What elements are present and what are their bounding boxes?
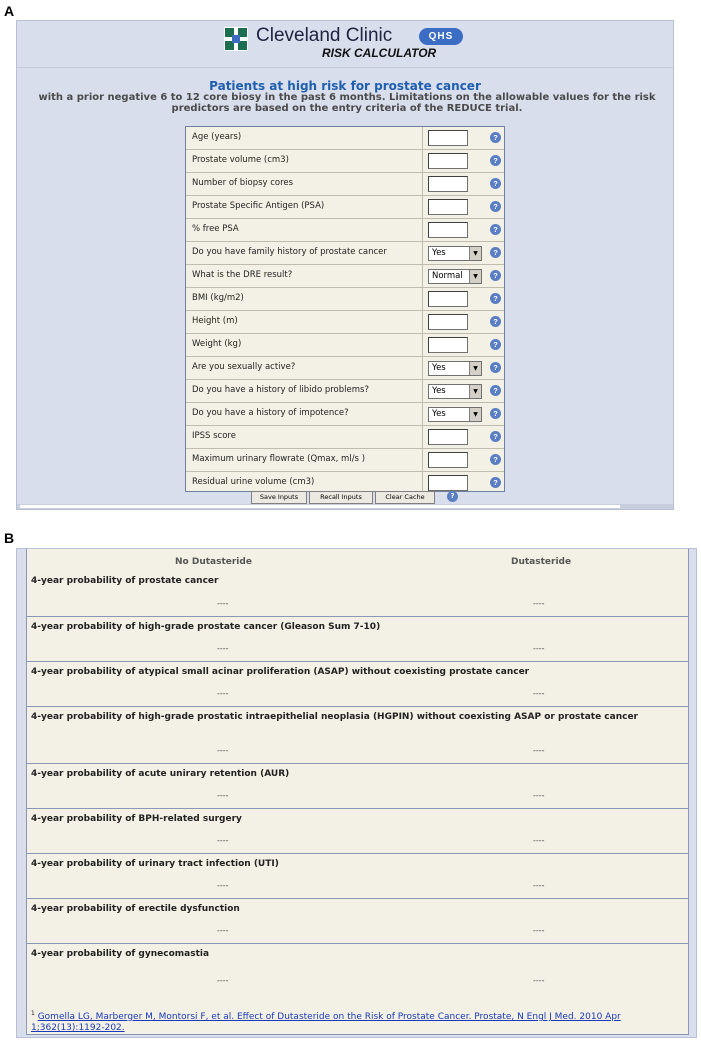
form-row <box>186 380 504 403</box>
field-select[interactable] <box>428 384 482 399</box>
field-label: Height (m) <box>192 316 238 326</box>
result-value-no-dutasteride: ---- <box>217 976 229 985</box>
result-value-no-dutasteride: ---- <box>217 791 229 800</box>
results-table <box>26 549 689 1035</box>
row-divider <box>422 173 423 196</box>
field-label: Number of biopsy cores <box>192 178 294 188</box>
form-row <box>186 219 504 242</box>
row-divider <box>422 403 423 426</box>
help-icon[interactable]: ? <box>490 132 501 143</box>
result-row <box>27 899 688 944</box>
citation-mark: 1 <box>31 1010 35 1017</box>
form-row <box>186 288 504 311</box>
field-label: BMI (kg/m2) <box>192 293 244 303</box>
result-value-dutasteride: ---- <box>533 836 545 845</box>
help-icon[interactable]: ? <box>490 339 501 350</box>
row-divider <box>422 219 423 242</box>
row-divider <box>422 380 423 403</box>
header-logo <box>224 24 474 64</box>
select-value: Yes <box>432 386 446 396</box>
form-row <box>186 403 504 426</box>
field-select[interactable] <box>428 269 482 284</box>
help-icon[interactable]: ? <box>490 224 501 235</box>
result-row <box>27 944 688 994</box>
recall-inputs-button[interactable]: Recall Inputs <box>309 491 373 504</box>
field-input[interactable] <box>428 176 468 192</box>
help-icon[interactable]: ? <box>490 477 501 488</box>
result-row <box>27 617 688 662</box>
result-value-no-dutasteride: ---- <box>217 926 229 935</box>
form-row <box>186 173 504 196</box>
field-label: What is the DRE result? <box>192 270 293 280</box>
help-icon[interactable]: ? <box>447 491 458 502</box>
result-value-no-dutasteride: ---- <box>217 599 229 608</box>
page-description: with a prior negative 6 to 12 core biosy in the past 6 months. Limitations on the allowable values for the risk predictors are based on the entry criteria of the REDUCE trial. <box>38 92 656 114</box>
help-icon[interactable]: ? <box>490 431 501 442</box>
header-divider <box>17 67 673 68</box>
field-label: IPSS score <box>192 431 236 441</box>
field-label: Maximum urinary flowrate (Qmax, ml/s ) <box>192 454 366 464</box>
results-panel <box>16 548 697 1038</box>
cleveland-clinic-logo-icon <box>224 27 248 51</box>
result-label: 4-year probability of atypical small acinar proliferation (ASAP) without coexisting prostate cancer <box>31 667 530 677</box>
field-label: Do you have a history of impotence? <box>192 408 349 418</box>
field-input[interactable] <box>428 337 468 353</box>
form-row <box>186 150 504 173</box>
result-value-dutasteride: ---- <box>533 746 545 755</box>
row-divider <box>422 449 423 472</box>
result-label: 4-year probability of acute unirary retention (AUR) <box>31 769 290 779</box>
result-row <box>27 854 688 899</box>
field-label: Weight (kg) <box>192 339 242 349</box>
clear-cache-button[interactable]: Clear Cache <box>375 491 435 504</box>
result-row <box>27 764 688 809</box>
qhs-badge: QHS <box>419 28 463 45</box>
save-inputs-button[interactable]: Save Inputs <box>251 491 307 504</box>
result-value-no-dutasteride: ---- <box>217 746 229 755</box>
risk-calculator-form-panel <box>16 20 674 510</box>
row-divider <box>422 357 423 380</box>
field-input[interactable] <box>428 130 468 146</box>
form-row <box>186 127 504 150</box>
help-icon[interactable]: ? <box>490 178 501 189</box>
form-row <box>186 196 504 219</box>
result-row <box>27 662 688 707</box>
row-divider <box>422 426 423 449</box>
help-icon[interactable]: ? <box>490 362 501 373</box>
form-row <box>186 265 504 288</box>
result-value-dutasteride: ---- <box>533 689 545 698</box>
row-divider <box>422 265 423 288</box>
help-icon[interactable]: ? <box>490 293 501 304</box>
form-row <box>186 426 504 449</box>
field-label: Do you have family history of prostate cancer <box>192 247 387 257</box>
field-label: Residual urine volume (cm3) <box>192 477 315 487</box>
citation <box>31 1008 683 1034</box>
help-icon[interactable]: ? <box>490 408 501 419</box>
result-value-dutasteride: ---- <box>533 926 545 935</box>
result-label: 4-year probability of prostate cancer <box>31 576 219 586</box>
help-icon[interactable]: ? <box>490 454 501 465</box>
select-value: Normal <box>432 271 463 281</box>
horizontal-scrollbar[interactable] <box>17 504 673 509</box>
row-divider <box>422 311 423 334</box>
row-divider <box>422 196 423 219</box>
result-label: 4-year probability of erectile dysfunction <box>31 904 240 914</box>
select-value: Yes <box>432 363 446 373</box>
row-divider <box>422 242 423 265</box>
field-input[interactable] <box>428 475 468 491</box>
chevron-down-icon[interactable]: ▼ <box>469 408 481 421</box>
field-select[interactable] <box>428 246 482 261</box>
help-icon[interactable]: ? <box>490 316 501 327</box>
row-divider <box>422 288 423 311</box>
form-row <box>186 242 504 265</box>
result-value-dutasteride: ---- <box>533 791 545 800</box>
result-value-no-dutasteride: ---- <box>217 644 229 653</box>
result-value-no-dutasteride: ---- <box>217 836 229 845</box>
no-dutasteride-header: No Dutasteride <box>175 557 252 567</box>
citation-link[interactable]: Gomella LG, Marberger M, Montorsi F, et al. Effect of Dutasteride on the Risk of Prostate Cancer. Prostate, N Engl J Med. 2010 Apr 1;362(13):1192-202. <box>31 1012 621 1033</box>
field-label: Prostate Specific Antigen (PSA) <box>192 201 325 211</box>
field-input[interactable] <box>428 291 468 307</box>
result-label: 4-year probability of urinary tract infection (UTI) <box>31 859 279 869</box>
result-row <box>27 809 688 854</box>
field-label: Prostate volume (cm3) <box>192 155 289 165</box>
result-value-no-dutasteride: ---- <box>217 689 229 698</box>
result-value-no-dutasteride: ---- <box>217 881 229 890</box>
dutasteride-header: Dutasteride <box>511 557 572 567</box>
result-label: 4-year probability of high-grade prostate cancer (Gleason Sum 7-10) <box>31 622 381 632</box>
field-input[interactable] <box>428 222 468 238</box>
row-divider <box>422 127 423 150</box>
field-label: Age (years) <box>192 132 242 142</box>
row-divider <box>422 334 423 357</box>
result-label: 4-year probability of gynecomastia <box>31 949 210 959</box>
page-title: Patients at high risk for prostate cancer <box>209 79 481 93</box>
risk-calculator-subtitle: RISK CALCULATOR <box>322 46 437 60</box>
form-row <box>186 449 504 472</box>
chevron-down-icon[interactable]: ▼ <box>469 385 481 398</box>
result-value-dutasteride: ---- <box>533 644 545 653</box>
result-value-dutasteride: ---- <box>533 599 545 608</box>
result-label: 4-year probability of high-grade prostatic intraepithelial neoplasia (HGPIN) without coexisting ASAP or prostate cancer <box>31 712 638 722</box>
help-icon[interactable]: ? <box>490 247 501 258</box>
field-label: Are you sexually active? <box>192 362 296 372</box>
form-row <box>186 334 504 357</box>
result-label: 4-year probability of BPH-related surgery <box>31 814 242 824</box>
select-value: Yes <box>432 409 446 419</box>
panel-a-label: A <box>4 3 15 19</box>
field-input[interactable] <box>428 429 468 445</box>
field-label: % free PSA <box>192 224 239 234</box>
panel-b-label: B <box>4 530 15 546</box>
result-row <box>27 707 688 764</box>
chevron-down-icon[interactable]: ▼ <box>469 247 481 260</box>
result-value-dutasteride: ---- <box>533 881 545 890</box>
result-value-dutasteride: ---- <box>533 976 545 985</box>
field-select[interactable] <box>428 361 482 376</box>
help-icon[interactable]: ? <box>490 270 501 281</box>
brand-name: Cleveland Clinic <box>256 25 393 46</box>
help-icon[interactable]: ? <box>490 155 501 166</box>
field-input[interactable] <box>428 199 468 215</box>
field-label: Do you have a history of libido problems? <box>192 385 369 395</box>
select-value: Yes <box>432 248 446 258</box>
chevron-down-icon[interactable]: ▼ <box>469 362 481 375</box>
help-icon[interactable]: ? <box>490 385 501 396</box>
result-row <box>27 571 688 617</box>
form-row <box>186 357 504 380</box>
form-row <box>186 311 504 334</box>
field-input[interactable] <box>428 153 468 169</box>
chevron-down-icon[interactable]: ▼ <box>469 270 481 283</box>
row-divider <box>422 150 423 173</box>
field-input[interactable] <box>428 314 468 330</box>
risk-inputs-form <box>185 126 505 492</box>
help-icon[interactable]: ? <box>490 201 501 212</box>
field-input[interactable] <box>428 452 468 468</box>
field-select[interactable] <box>428 407 482 422</box>
